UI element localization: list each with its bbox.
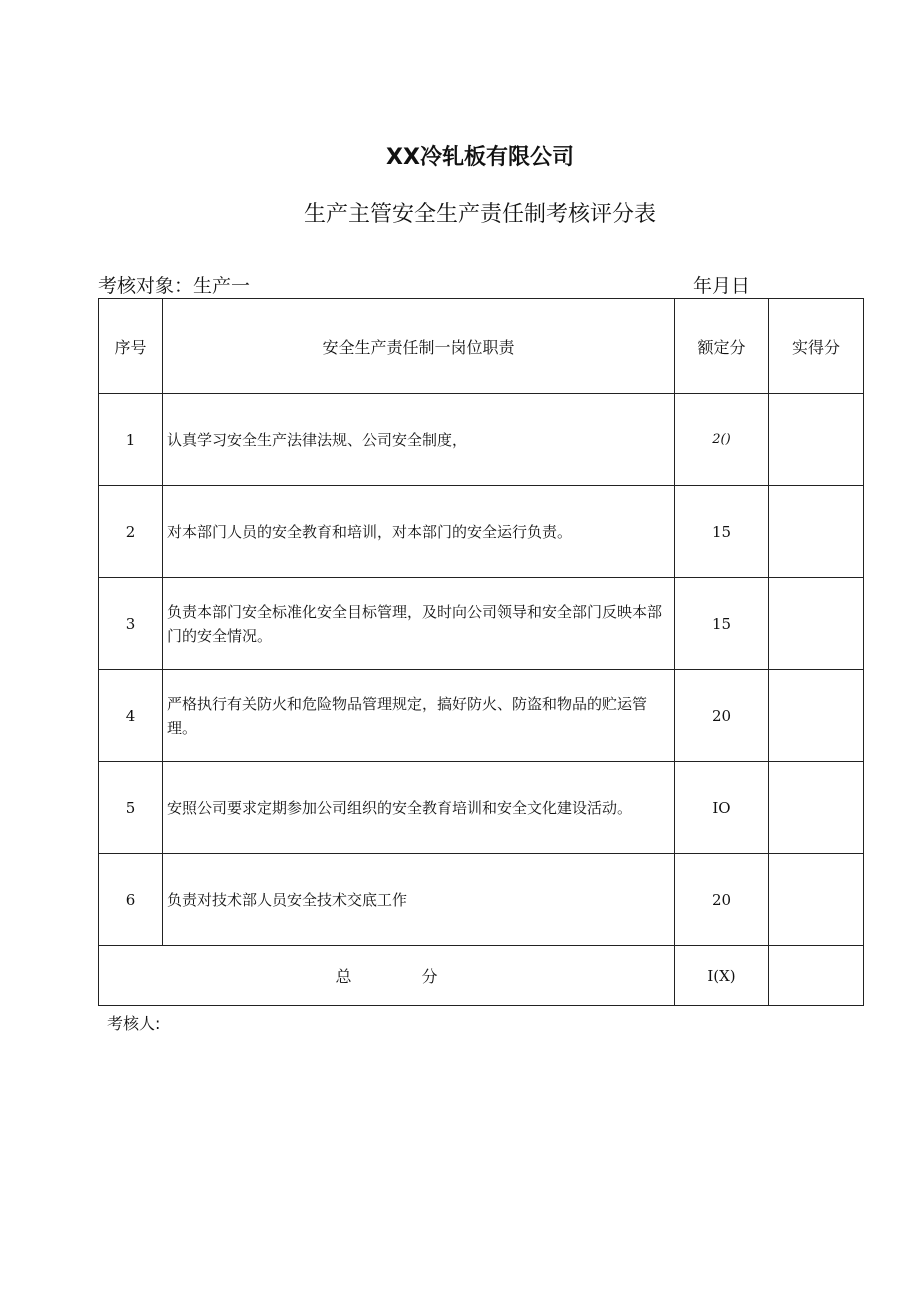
form-title: 生产主管安全生产责任制考核评分表: [303, 202, 656, 227]
row-duty: 负责对技术部人员安全技术交底工作: [163, 854, 675, 946]
row-duty: 安照公司要求定期参加公司组织的安全教育培训和安全文化建设活动。: [163, 762, 675, 854]
row-duty: 严格执行有关防火和危险物品管理规定，搞好防火、防盗和物品的贮运管理。: [163, 670, 675, 762]
table-row: [99, 394, 864, 486]
row-actual-score[interactable]: [769, 762, 864, 854]
table-row: [99, 486, 864, 578]
row-seq: 4: [99, 670, 163, 762]
row-seq: 2: [99, 486, 163, 578]
total-label: [99, 946, 675, 1006]
company-name: XX冷轧板有限公司: [386, 145, 574, 170]
reviewer-label: 考核人:: [107, 1014, 161, 1033]
row-rated-score: 15: [675, 486, 769, 578]
row-seq: 5: [99, 762, 163, 854]
row-seq: 3: [99, 578, 163, 670]
header-seq: 序号: [99, 299, 163, 394]
score-table: [98, 298, 864, 1006]
row-rated-score: 2(): [675, 394, 769, 486]
date-label: 年月日: [693, 275, 751, 297]
total-row: [99, 946, 864, 1006]
row-seq: 1: [99, 394, 163, 486]
total-label-word-2: 分: [421, 967, 438, 986]
total-rated-score: I(X): [675, 946, 769, 1006]
row-rated-score: 20: [675, 854, 769, 946]
row-actual-score[interactable]: [769, 578, 864, 670]
row-rated-score: IO: [675, 762, 769, 854]
row-duty: 对本部门人员的安全教育和培训，对本部门的安全运行负责。: [163, 486, 675, 578]
total-actual-score[interactable]: [769, 946, 864, 1006]
header-actual-score: 实得分: [769, 299, 864, 394]
row-actual-score[interactable]: [769, 670, 864, 762]
row-actual-score[interactable]: [769, 394, 864, 486]
header-duty: 安全生产责任制一岗位职责: [163, 299, 675, 394]
row-duty: 认真学习安全生产法律法规、公司安全制度，: [163, 394, 675, 486]
table-row: [99, 578, 864, 670]
header-rated-score: 额定分: [675, 299, 769, 394]
row-actual-score[interactable]: [769, 486, 864, 578]
row-duty: 负责本部门安全标准化安全目标管理，及时向公司领导和安全部门反映本部门的安全情况。: [163, 578, 675, 670]
row-rated-score: 15: [675, 578, 769, 670]
table-row: [99, 854, 864, 946]
total-label-word-1: 总: [335, 967, 352, 986]
assessment-target-label: 考核对象：生产一: [98, 275, 251, 297]
table-header-row: [99, 299, 864, 394]
row-rated-score: 20: [675, 670, 769, 762]
row-actual-score[interactable]: [769, 854, 864, 946]
row-seq: 6: [99, 854, 163, 946]
table-row: [99, 670, 864, 762]
table-row: [99, 762, 864, 854]
